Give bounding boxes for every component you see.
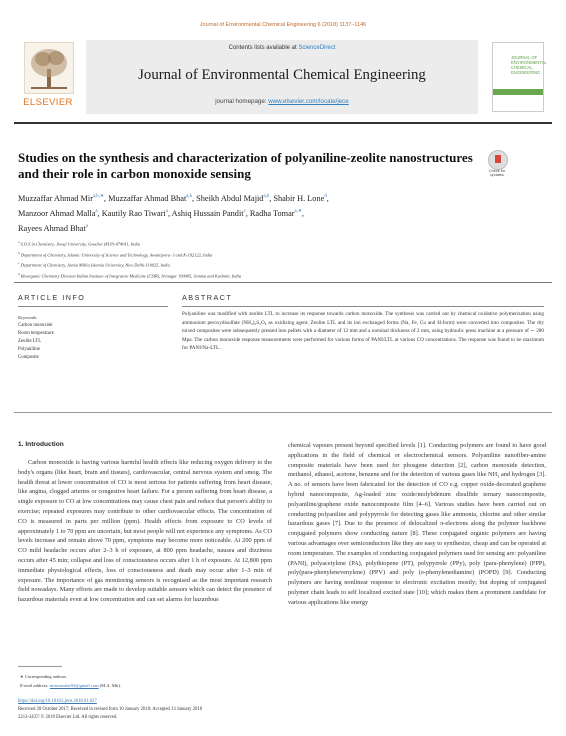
- affiliation-mark: a: [18, 240, 20, 244]
- author-affiliation-mark: a: [165, 208, 168, 214]
- email-link[interactable]: mirmuzafar92@gmail.com: [49, 683, 99, 688]
- author-name[interactable]: Kautily Rao Tiwari: [101, 208, 166, 218]
- author-name[interactable]: Muzzaffar Ahmad Mir: [18, 193, 93, 203]
- corresponding-note: ∗ Corresponding authors.: [20, 674, 68, 679]
- keyword: Composite: [18, 355, 39, 360]
- affiliation-mark: c: [18, 261, 20, 266]
- check-updates-icon: [488, 150, 508, 170]
- affiliation-text: Department of Chemistry, Islamic University of Science and Technology, Awantipora- J and K-192122, India: [20, 252, 213, 258]
- affiliation-mark: b: [18, 250, 20, 255]
- keyword: Room temperature: [18, 331, 54, 336]
- affiliation: [18, 259, 538, 270]
- article-title: Studies on the synthesis and characterization of polyaniline-zeolite nanostructures and their role in carbon monoxide sensing: [18, 150, 473, 181]
- affiliation: [18, 270, 538, 281]
- affiliation-text: Bioorganic Chemistry Division Indian Institute of Integrative Medicine (CSIR), Srinagar 190005, Jammu and Kashmir, India: [20, 273, 242, 279]
- author-separator: ,: [269, 193, 274, 203]
- author-affiliation-mark: a,∗: [294, 208, 302, 214]
- author-affiliation-mark: a: [95, 208, 98, 214]
- author-separator: ,: [103, 193, 109, 203]
- author-separator: ,: [301, 208, 304, 218]
- keyword: Polyaniline: [18, 347, 40, 352]
- abstract-bottom-rule: [14, 412, 552, 413]
- intro-paragraph-right: chemical vapours present beyond specified levels [1]. Conducting polymers are found to have good applications in the field of chemical or electrochemical sensors. Polyaniline nanofiber-amine composite materials have been used for phosgene detection [2], carbon monoxide detection, methanol, ethanol, acetone, benzene and for the detection of various gases like NH₃ and hydrogen [3]. A no. of sensors have been fabricated for the detection of CO e.g. copper oxide-decorated graphene hybrid nanocomposite, Ag-loaded zinc oxide/molybdenum disulfide ternary nanocomposite, polyaniline/graphene oxide nanocomposite film [4–6]. Various studies have been carried out on conducting polyaniline and polypyrrole for detecting gases like ammonia, chlorine and other similar hazardous gases [7]. Due to the presence of delocalized π-electrons along the polymer backbone conjugated polymers show conducting nature [8]. These conjugated organic polymers are having various advantages over semiconductors like they are easy to synthesize, cheap and can be operated at room temperature. The examples of conducting conjugated polymers used for sensing are: polyaniline (PANI), polyacetylene (PA), polythiopene (PT), polypyrrole (PPy), poly (para-phenylene) (PPP), poly(para-phenylenevenylene) (PPV) and poly (o-phenylenediamine) (POPD) [9]. Conducting polymers are having nonlinear response to electronic excitation mostly; but doping of conjugated polymer chain leads to self localized excited state [10]; which makes them a prominent candidate for various applications like energy: [288, 442, 546, 606]
- affiliation-text: S.O.S in Chemistry, Jiwaji University, Gwalior (M.P)-474011, India: [20, 241, 140, 247]
- article-info-header: ARTICLE INFO: [18, 293, 86, 302]
- contents-line: [86, 45, 478, 51]
- homepage-prefix: journal homepage:: [215, 98, 267, 105]
- publisher-name: ELSEVIER: [23, 97, 73, 108]
- article-info-rule: [18, 306, 168, 307]
- journal-banner: [86, 40, 478, 114]
- masthead-rule: [14, 122, 552, 124]
- email-label: E-mail address:: [20, 683, 49, 688]
- journal-cover-image: [492, 42, 547, 112]
- author-name[interactable]: Radha Tomar: [249, 208, 295, 218]
- author-affiliation-mark: d: [324, 194, 327, 199]
- author-separator: ,: [167, 208, 172, 218]
- author-name[interactable]: Rayees Ahmad Bhat: [18, 223, 86, 233]
- affiliation-text: Department of Chemistry, Jamia Millia Islamia University, New Delhi-110025, India: [20, 262, 170, 268]
- journal-masthead: [14, 40, 552, 122]
- author-name[interactable]: Ashiq Hussain Pandit: [171, 208, 244, 218]
- journal-cover: [484, 40, 550, 114]
- keyword: Carbon monoxide: [18, 323, 53, 328]
- journal-title: Journal of Environmental Chemical Engineering: [138, 67, 426, 83]
- affiliation: [18, 249, 538, 260]
- abstract-text: Polyaniline was modified with zeolite LTL to increase its response towards carbon monoxide. The synthesis was carried out by chemical oxidative polymerization using ammonium peroxydisulfate (NH₄)₂S₂O₈ as oxidizing agent. Zeolite LTL and its ion exchanged forms (Na, Fe, Cu and H-form) were converted into composites. The dry mixed composites were subsequently pressed into pellets with a diameter of 12 mm and a nominal thickness of 2 mm, using hydraulic press machine at a pressure of ∼ 280 Mpa. The carbon monoxide response measurements were performed for various forms of PANI/LTL at various CO concentrations. The response was found to be maximum for PANI/Na-LTL.: [182, 311, 544, 352]
- author-name[interactable]: Muzzaffar Ahmad Bhat: [108, 193, 187, 203]
- received-dates: Received 28 October 2017; Received in revised form 10 January 2018; Accepted 13 January 2018: [18, 707, 203, 712]
- footnote: [20, 672, 320, 690]
- email-suffix: (M.A. Mir).: [99, 683, 122, 688]
- elsevier-logo: [14, 40, 82, 114]
- check-updates-badge[interactable]: [486, 150, 508, 182]
- section-heading-introduction: 1. Introduction: [18, 441, 64, 448]
- affiliation-list: [18, 238, 538, 281]
- abstract-rule: [182, 306, 544, 307]
- contents-prefix: Contents lists available at: [228, 45, 297, 51]
- author-separator: ,: [192, 193, 197, 203]
- author-separator: ,: [97, 208, 102, 218]
- author-name[interactable]: Shabir H. Lone: [273, 193, 325, 203]
- check-updates-label: Check for updates: [488, 169, 506, 178]
- journal-homepage: [86, 98, 478, 105]
- author-affiliation-mark: a,b: [263, 194, 270, 199]
- footnote-rule: [18, 666, 62, 667]
- doi-link[interactable]: https://doi.org/10.1016/j.jece.2018.01.027: [18, 699, 97, 704]
- right-column: [288, 441, 546, 608]
- author-affiliation-mark: a,b: [186, 194, 192, 199]
- email-line: [20, 681, 320, 690]
- left-column: [18, 458, 272, 605]
- author-name[interactable]: Sheikh Abdul Majid: [196, 193, 264, 203]
- cover-band: [493, 89, 543, 95]
- article-bottom-info: [18, 698, 418, 722]
- author-name[interactable]: Manzoor Ahmad Malla: [18, 208, 96, 218]
- affiliation: [18, 238, 538, 249]
- running-header: Journal of Environmental Chemical Engineering 6 (2018) 1137–1146: [199, 22, 367, 28]
- keyword: Zeolite LTL: [18, 339, 42, 344]
- abstract-header: ABSTRACT: [182, 293, 233, 302]
- affiliation-rule: [14, 282, 552, 283]
- author-affiliation-mark: c: [243, 208, 246, 214]
- sciencedirect-link[interactable]: ScienceDirect: [298, 45, 336, 51]
- keywords-label: Keywords:: [18, 315, 38, 320]
- author-affiliation-mark: a,b,∗: [92, 194, 104, 199]
- author-list: [18, 190, 528, 234]
- author-affiliation-mark: a: [85, 223, 88, 229]
- copyright: 2213-3437/ © 2018 Elsevier Ltd. All rights reserved.: [18, 715, 118, 720]
- cover-text: JOURNAL OF ENVIRONMENTAL CHEMICAL ENGINEERING: [511, 55, 547, 75]
- author-separator: ,: [326, 193, 329, 203]
- affiliation-mark: d: [18, 272, 20, 277]
- intro-paragraph-left: Carbon monoxide is having various harmful health effects like reducing oxygen delivery to the body's organs (like heart, brain and tissues), cardiovascular, central nervous system and smog. The health threat at lower concentration of CO is most serious for patients suffering from heart disease, like angina, clogged arteries or congestive heart failure. For a person suffering from heart disease, a single exposure to CO at low concentrations may cause chest pain and reduce that person's ability to exercise; repeated exposures may contribute to other cardiovascular effects. The concentration of CO is measured in parts per million (ppm). Health effects from exposure to CO levels of approximately 1 to 70 ppm are uncertain, but most people will not experience any symptoms. As CO levels increase and remain above 70 ppm, symptoms may become more noticeable. At 200 ppm of CO mild headache occurs after 2–3 h of exposure, at 800 ppm headache, nausea and dizziness occurs after 45 min; collapse and loss of consciousness occurs after 1 h of exposure. At 12,800 ppm immediate physiological effects, loss of consciousness and death may occur after 1–3 min of exposure. The importance of gas monitoring sensors is recognised as the most important research field nowadays. Many efforts are made to develop suitable sensors which can detect the presence of hazardous materials even at low concentration and can set alarms for hazardous: [18, 459, 272, 604]
- author-separator: ,: [245, 208, 250, 218]
- elsevier-tree-icon: [24, 42, 74, 94]
- homepage-link[interactable]: www.elsevier.com/locate/jece: [268, 98, 349, 105]
